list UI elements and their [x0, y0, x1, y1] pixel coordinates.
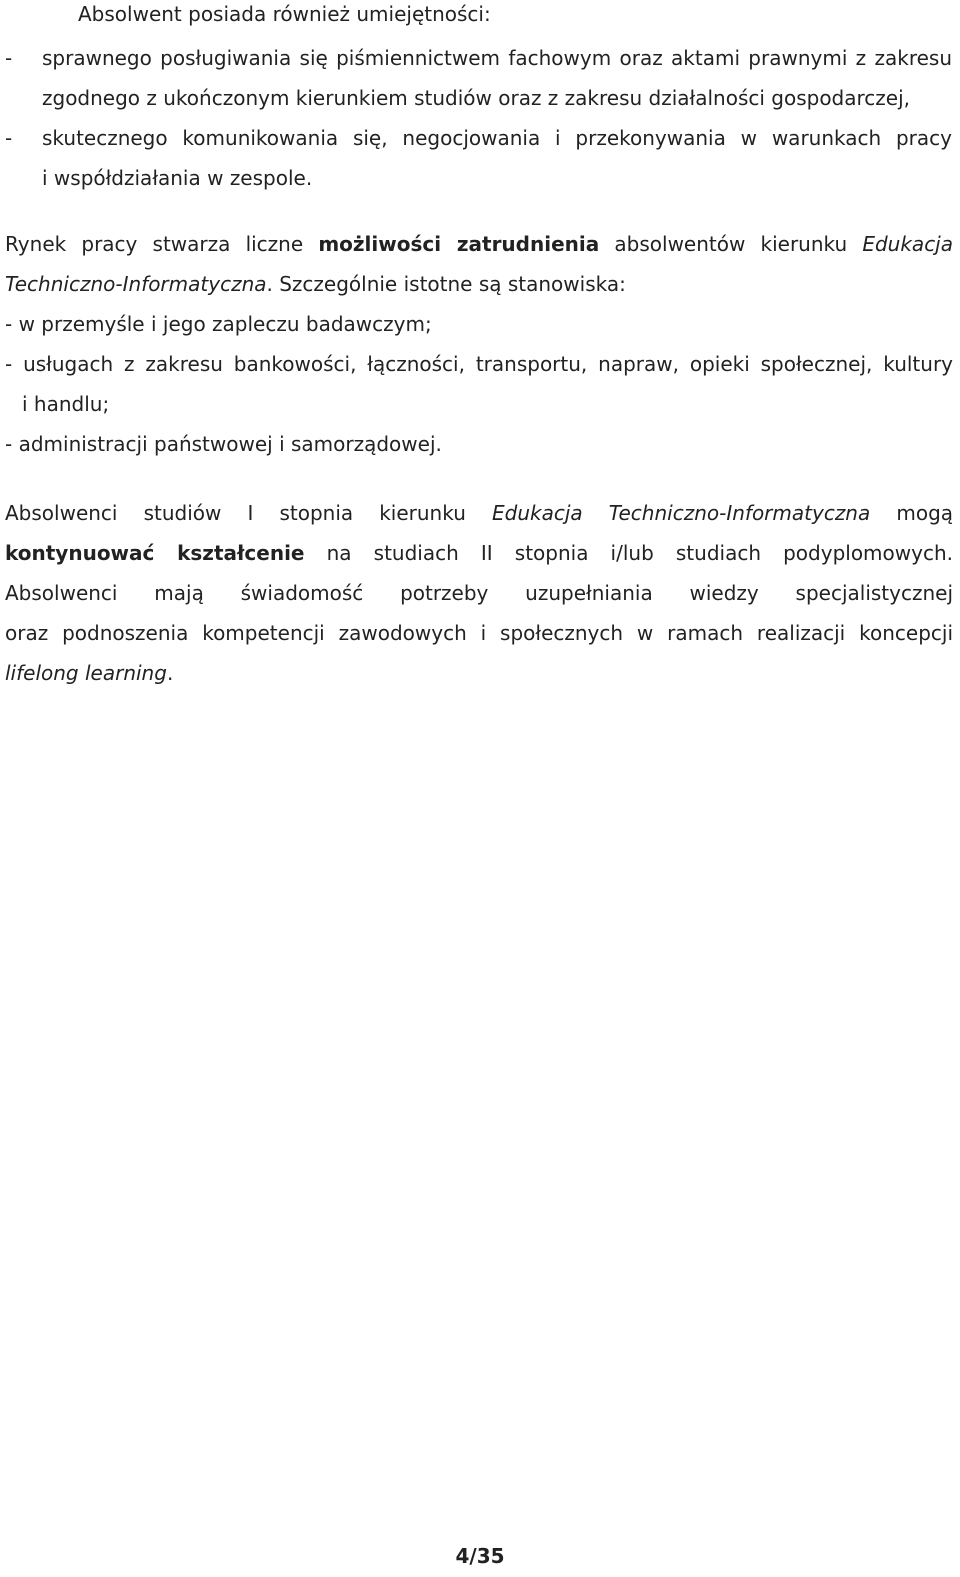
market-italic-cont: Techniczno-Informatyczna	[5, 272, 267, 296]
page-number: 4/35	[455, 1544, 505, 1568]
market-sentence-mid: absolwentów kierunku	[614, 232, 848, 256]
continuation-line1	[5, 501, 953, 525]
skill-item-1-line1: sprawnego posługiwania się piśmiennictwem fachowym oraz aktami prawnymi z zakresu	[42, 46, 952, 70]
market-bold-phrase: możliwości zatrudnienia	[318, 232, 600, 256]
market-sentence-start: Rynek pracy stwarza liczne	[5, 232, 304, 256]
continuation-line4: oraz podnoszenia kompetencji zawodowych i społecznych w ramach realizacji koncepcji	[5, 621, 953, 645]
cont-l1-end: mogą	[896, 501, 954, 525]
cont-l5-italic: lifelong learning	[5, 661, 167, 685]
market-sentence-end: . Szczególnie istotne są stanowiska:	[266, 272, 626, 296]
market-list-item-2: - usługach z zakresu bankowości, łączności, transportu, napraw, opieki społecznej, kultury	[5, 352, 953, 376]
continuation-line2	[5, 541, 953, 565]
market-line1	[5, 232, 953, 256]
market-italic-start: Edukacja	[862, 232, 953, 256]
cont-l1-italic: Edukacja Techniczno-Informatyczna	[492, 501, 871, 525]
skill-item-2-line1: skutecznego komunikowania się, negocjowania i przekonywania w warunkach pracy	[42, 126, 952, 150]
continuation-line5	[5, 661, 173, 685]
market-line2	[5, 272, 626, 296]
cont-l2-rest: na studiach II stopnia i/lub studiach podyplomowych.	[326, 541, 954, 565]
cont-l1-start: Absolwenci studiów I stopnia kierunku	[5, 501, 466, 525]
continuation-line3: Absolwenci mają świadomość potrzeby uzupełniania wiedzy specjalistycznej	[5, 581, 953, 605]
skill-item-2-line2: i współdziałania w zespole.	[42, 166, 313, 190]
list-dash: -	[5, 126, 13, 150]
market-list-item-2-cont: i handlu;	[22, 392, 110, 416]
market-list-item-3: - administracji państwowej i samorządowej.	[5, 432, 442, 456]
skill-item-1-line2: zgodnego z ukończonym kierunkiem studiów oraz z zakresu działalności gospodarczej,	[42, 86, 911, 110]
skills-intro: Absolwent posiada również umiejętności:	[78, 2, 491, 26]
cont-l5-end: .	[166, 661, 174, 685]
cont-l2-bold: kontynuować kształcenie	[5, 541, 305, 565]
list-dash: -	[5, 46, 13, 70]
market-list-item-1: - w przemyśle i jego zapleczu badawczym;	[5, 312, 432, 336]
